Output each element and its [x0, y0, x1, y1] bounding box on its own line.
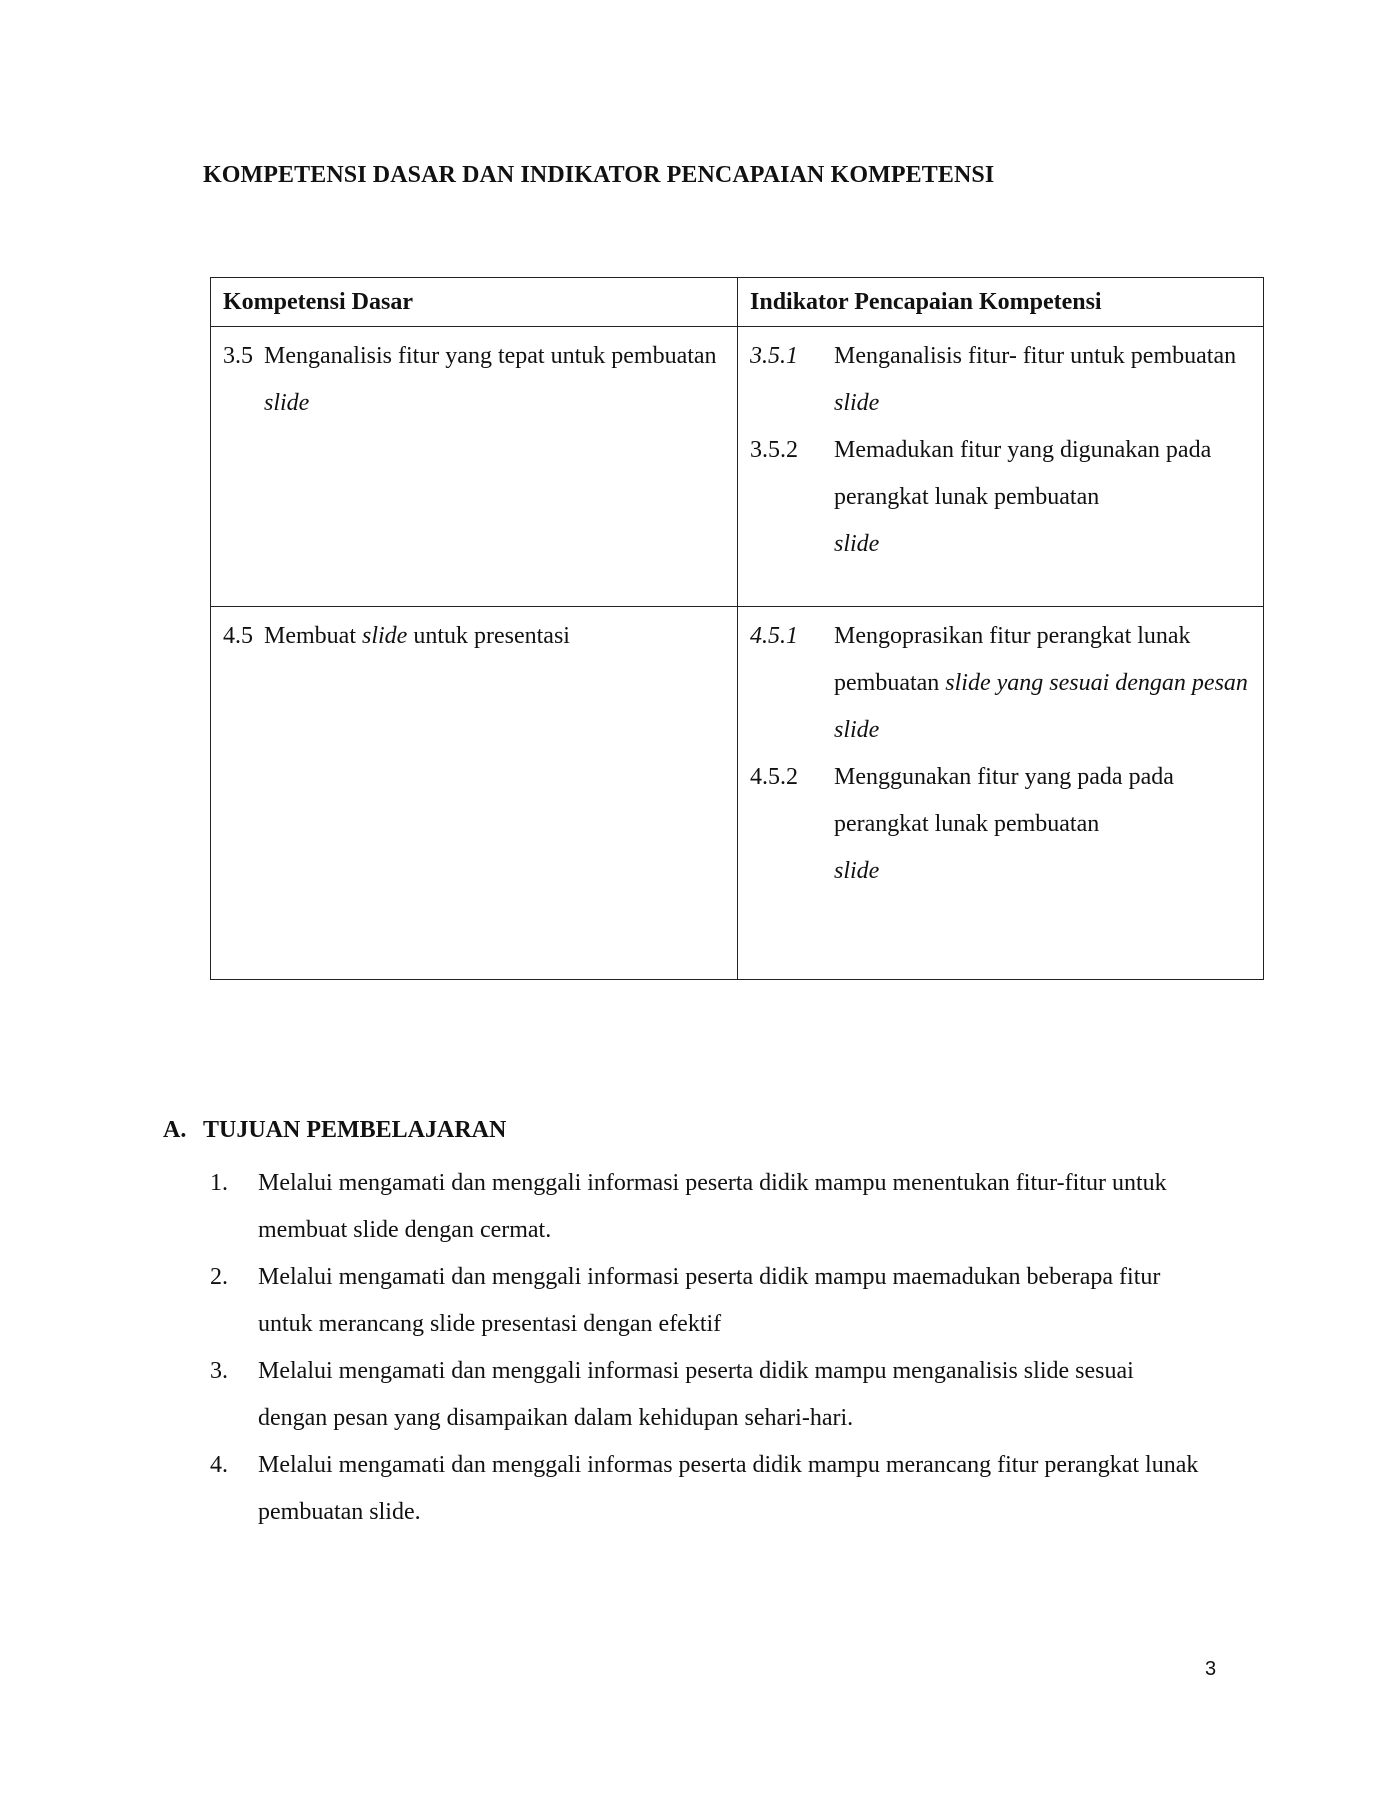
indicator-number: 3.5.2	[750, 437, 798, 463]
item-number: 3.	[210, 1358, 228, 1384]
indicator-item	[750, 613, 1251, 754]
list-item	[210, 1442, 1200, 1536]
indicator-text-italic: slide	[834, 390, 880, 416]
indicator-cell	[738, 607, 1264, 980]
kd-text-plain: Membuat	[264, 623, 362, 649]
kd-text-italic: slide	[361, 623, 408, 649]
kd-text-plain: untuk presentasi	[407, 623, 570, 649]
kd-text-plain: Menganalisis fitur yang tepat untuk pembuatan	[264, 343, 717, 369]
indicator-text-italic: slide	[834, 858, 880, 884]
kd-text	[264, 613, 570, 660]
indicator-cell	[738, 327, 1264, 607]
learning-goals-list	[210, 1160, 1200, 1536]
kd-number: 4.5	[223, 623, 253, 649]
kd-cell	[211, 607, 738, 980]
indicator-number: 3.5.1	[750, 343, 798, 369]
kd-text	[264, 333, 725, 427]
list-item	[210, 1254, 1200, 1348]
indicator-text	[834, 613, 1251, 754]
indicator-text-plain: Memadukan fitur yang digunakan pada perangkat lunak pembuatan	[834, 437, 1212, 510]
header-indikator: Indikator Pencapaian Kompetensi	[738, 278, 1264, 327]
table-row	[211, 607, 1264, 980]
kd-item	[223, 613, 725, 660]
section-title: TUJUAN PEMBELAJARAN	[203, 1117, 507, 1143]
indicator-number: 4.5.1	[750, 623, 798, 649]
indicator-text-plain: Mengoprasikan fitur perangkat lunak pembuatan	[834, 623, 1191, 696]
header-kompetensi-dasar: Kompetensi Dasar	[211, 278, 738, 327]
item-text: Melalui mengamati dan menggali informasi peserta didik mampu menganalisis slide sesuai dengan pesan yang disampaikan dalam kehidupan sehari-hari.	[258, 1358, 1134, 1431]
list-item	[210, 1160, 1200, 1254]
kd-text-italic: slide	[264, 390, 310, 416]
item-text: Melalui mengamati dan menggali informasi peserta didik mampu menentukan fitur-fitur untuk membuat slide dengan cermat.	[258, 1170, 1167, 1243]
indicator-item	[750, 427, 1251, 568]
kd-cell	[211, 327, 738, 607]
competency-table	[210, 277, 1264, 980]
section-letter: A.	[163, 1117, 187, 1143]
indicator-text-plain: Menggunakan fitur yang pada pada perangkat lunak pembuatan	[834, 764, 1174, 837]
indicator-item	[750, 754, 1251, 895]
page-number: 3	[1205, 1658, 1217, 1680]
indicator-text	[834, 333, 1251, 427]
item-number: 1.	[210, 1170, 228, 1196]
indicator-text-plain: Menganalisis fitur- fitur untuk pembuatan	[834, 343, 1237, 369]
kd-number: 3.5	[223, 343, 253, 369]
table-header-row	[211, 278, 1264, 327]
list-item	[210, 1348, 1200, 1442]
item-number: 4.	[210, 1452, 228, 1478]
item-number: 2.	[210, 1264, 228, 1290]
indicator-text-italic: slide	[834, 531, 880, 557]
kd-item	[223, 333, 725, 427]
indicator-text	[834, 754, 1251, 895]
item-text: Melalui mengamati dan menggali informas peserta didik mampu merancang fitur perangkat lunak pembuatan slide.	[258, 1452, 1199, 1525]
table-row	[211, 327, 1264, 607]
indicator-number: 4.5.2	[750, 764, 798, 790]
indicator-text	[834, 427, 1251, 568]
indicator-text-italic: slide yang sesuai dengan pesan slide	[834, 670, 1248, 743]
item-text: Melalui mengamati dan menggali informasi peserta didik mampu maemadukan beberapa fitur untuk merancang slide presentasi dengan efektif	[258, 1264, 1161, 1337]
indicator-item	[750, 333, 1251, 427]
page-title: KOMPETENSI DASAR DAN INDIKATOR PENCAPAIAN KOMPETENSI	[203, 162, 995, 188]
section-heading	[163, 1117, 506, 1144]
